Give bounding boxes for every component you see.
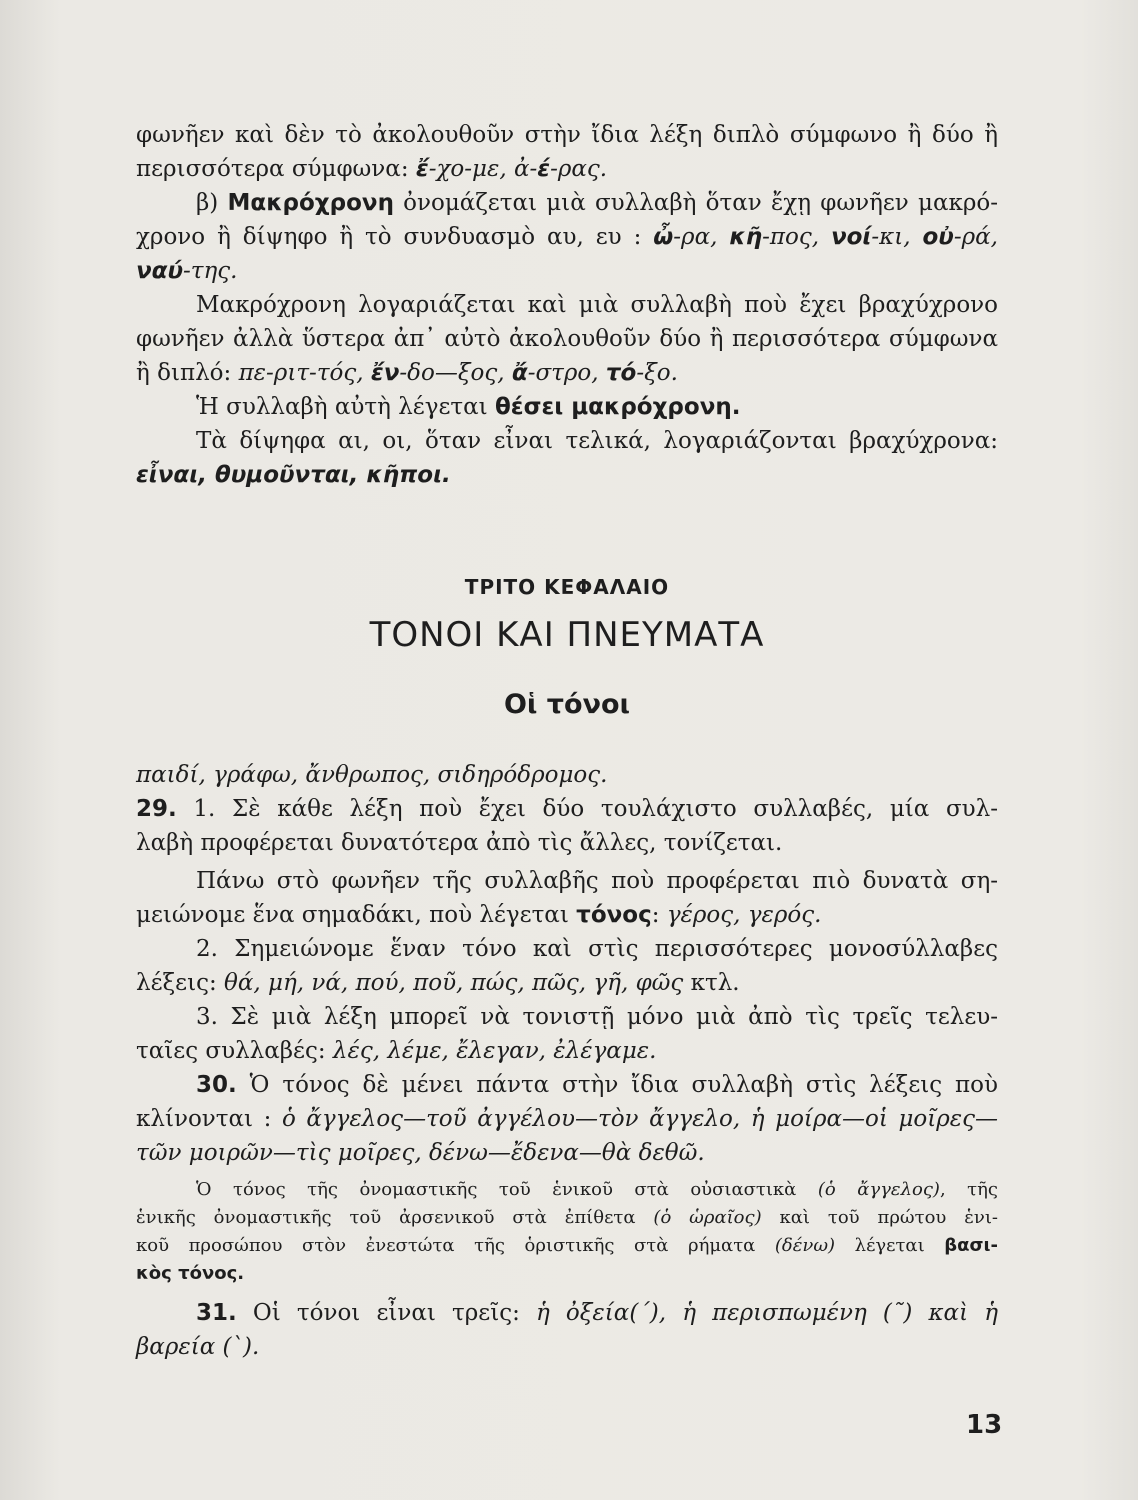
example-italic: -πος, (762, 224, 831, 250)
example-italic: -στρο, (527, 360, 606, 386)
text-line (136, 932, 998, 966)
example-italic: -της. (183, 258, 238, 284)
example-italic: (δένω) (774, 1235, 836, 1256)
text-span: φωνῆεν ἀλλὰ ὕστερα ἀπ᾿ αὐτὸ ἀκολουθοῦν δύο ἢ περισσότερα σύμφωνα (136, 326, 998, 352)
page-number: 13 (966, 1410, 1003, 1440)
text-span: ὀνομάζεται μιὰ συλλαβὴ ὅταν ἔχῃ φωνῆεν μακρό- (393, 190, 998, 216)
text-span: ἢ διπλό: (136, 360, 239, 386)
example-italic: (ὁ ὡραῖος) (653, 1207, 762, 1228)
list-marker: β) (196, 190, 228, 216)
text-line (136, 1296, 998, 1330)
example-italic: -χο-με, ἀ- (428, 156, 538, 182)
text-span: 1. Σὲ κάθε λέξη ποὺ ἔχει δύο τουλάχιστο συλλαβές, μία συλ- (176, 796, 998, 822)
example-italic: (ὁ ἄγγελος) (817, 1179, 940, 1200)
text-span: κοῦ προσώπου στὸν ἐνεστώτα τῆς ὁριστικῆς στὰ ρήματα (136, 1235, 775, 1256)
example-bold: ἔ (415, 156, 429, 182)
example-bold: εἶναι, θυμοῦνται, κῆποι. (136, 462, 451, 488)
text-span: Ὁ τόνος δὲ μένει πάντα στὴν ἴδια συλλαβὴ στὶς λέξεις ποὺ (236, 1072, 998, 1098)
note-line (136, 1204, 998, 1232)
example-italic: -ξο. (636, 360, 678, 386)
text-span: 3. Σὲ μιὰ λέξη μπορεῖ νὰ τονιστῇ μόνο μιὰ ἀπὸ τὶς τρεῖς τελευ- (196, 1004, 998, 1030)
text-span: λαβὴ προφέρεται δυνατότερα ἀπὸ τὶς ἄλλες, τονίζεται. (136, 830, 783, 856)
paragraph-number: 29. (136, 796, 177, 822)
example-italic: ἡ ὀξεία(΄), ἡ περισπωμένη (῀) καὶ ἡ (536, 1300, 999, 1326)
text-span: κτλ. (683, 970, 740, 996)
example-italic: ὁ ἄγγελος—τοῦ ἀγγέλου—τὸν ἄγγελο, ἡ μοίρα—οἱ μοῖρες— (281, 1106, 998, 1132)
example-italic: βαρεία (`). (136, 1334, 260, 1360)
example-bold: ὦ (653, 224, 674, 250)
example-italic: -κι, (871, 224, 923, 250)
paragraph-number: 30. (196, 1072, 237, 1098)
text-line (136, 792, 998, 826)
term-vasikos: βασι- (944, 1235, 998, 1256)
text-line (136, 1034, 998, 1068)
text-span: Μακρόχρονη λογαριάζεται καὶ μιὰ συλλαβὴ ποὺ ἔχει βραχύχρονο (196, 292, 998, 318)
chapter-label: ΤΡΙΤΟ ΚΕΦΑΛΑΙΟ (464, 575, 670, 599)
page-body (136, 118, 999, 1360)
section-tonoi-body (136, 758, 998, 1364)
example-bold: ἄ (511, 360, 528, 386)
text-span: Ὁ τόνος τῆς ὀνομαστικῆς τοῦ ἑνικοῦ στὰ οὐσιαστικὰ (196, 1179, 818, 1200)
text-span: χρονο ἢ δίψηφο ἢ τὸ συνδυασμὸ αυ, ευ : (136, 224, 654, 250)
text-span: λέξεις: (136, 970, 225, 996)
example-italic: θά, μή, νά, πού, ποῦ, πώς, πῶς, γῆ, φῶς (224, 970, 684, 996)
text-line (136, 186, 998, 220)
note-line (136, 1176, 998, 1204)
term-makrochroni: Μακρόχρονη (227, 190, 394, 216)
text-line (136, 966, 998, 1000)
term-thesei: θέσει μακρόχρονη. (494, 394, 741, 420)
text-span: : (651, 902, 667, 928)
text-span: Πάνω στὸ φωνῆεν τῆς συλλαβῆς ποὺ προφέρεται πιὸ δυνατὰ ση- (196, 868, 998, 894)
example-bold: οὐ (922, 224, 954, 250)
text-span: ταῖες συλλαβές: (136, 1038, 333, 1064)
text-line (136, 826, 998, 860)
note-line (136, 1232, 998, 1260)
term-tonos: τόνος (576, 902, 652, 928)
text-span: Τὰ δίψηφα αι, οι, ὅταν εἶναι τελικά, λογαριάζονται βραχύχρονα: (196, 428, 998, 454)
example-bold: κῆ (729, 224, 763, 250)
text-line (136, 424, 998, 458)
text-span: φωνῆεν καὶ δὲν τὸ ἀκολουθοῦν στὴν ἴδια λέξη διπλὸ σύμφωνο ἢ δύο ἢ (136, 122, 998, 148)
text-span: μειώνομε ἕνα σημαδάκι, ποὺ λέγεται (136, 902, 577, 928)
example-italic: -δο—ξος, (399, 360, 512, 386)
text-line (136, 254, 998, 288)
note-block (136, 1176, 998, 1288)
text-line (136, 288, 998, 322)
text-span: Ἡ συλλαβὴ αὐτὴ λέγεται (196, 394, 495, 420)
text-line (136, 356, 998, 390)
example-italic: -ρά, (953, 224, 998, 250)
text-line (136, 1068, 998, 1102)
text-line (136, 898, 998, 932)
example-italic: λές, λέμε, ἔλεγαν, ἐλέγαμε. (332, 1038, 657, 1064)
example-italic: γέρος, γερός. (666, 902, 822, 928)
text-line (136, 1000, 998, 1034)
example-italic: πε-ριτ-τός, (238, 360, 371, 386)
example-bold: έ (537, 156, 551, 182)
note-line (136, 1260, 998, 1288)
text-line (136, 458, 998, 492)
term-vasikos: κὸς τόνος. (136, 1263, 245, 1284)
section-title: Οἱ τόνοι (503, 689, 631, 720)
examples-line: παιδί, γράφω, ἄνθρωπος, σιδηρόδρομος. (136, 762, 608, 788)
example-bold: ναύ (136, 258, 183, 284)
text-line (136, 152, 998, 186)
example-bold: τό (605, 360, 637, 386)
text-span: λέγεται (835, 1235, 945, 1256)
chapter-title: ΤΟΝΟΙ ΚΑΙ ΠΝΕΥΜΑΤΑ (369, 615, 765, 655)
text-span: ἑνικῆς ὀνομαστικῆς τοῦ ἀρσενικοῦ στὰ ἐπίθετα (136, 1207, 654, 1228)
text-span: , τῆς (939, 1179, 999, 1200)
text-span: περισσότερα σύμφωνα: (136, 156, 416, 182)
text-line (136, 118, 998, 152)
text-line (136, 864, 998, 898)
text-span: κλίνονται : (136, 1106, 282, 1132)
text-span: Οἱ τόνοι εἶναι τρεῖς: (236, 1300, 536, 1326)
text-line (136, 220, 998, 254)
example-bold: ἔν (370, 360, 400, 386)
example-bold: νοί (830, 224, 872, 250)
text-line (136, 322, 998, 356)
text-span: καὶ τοῦ πρώτου ἑνι- (761, 1207, 998, 1228)
text-span: 2. Σημειώνομε ἕναν τόνο καὶ στὶς περισσότερες μονοσύλλαβες (196, 936, 998, 962)
paragraph-number: 31. (196, 1300, 237, 1326)
example-italic: -ρας. (550, 156, 608, 182)
example-italic: τῶν μοιρῶν—τὶς μοῖρες, δένω—ἔδενα—θὰ δεθῶ. (136, 1140, 705, 1166)
text-line (136, 390, 998, 424)
text-line (136, 1102, 998, 1136)
example-italic: -ρα, (673, 224, 730, 250)
